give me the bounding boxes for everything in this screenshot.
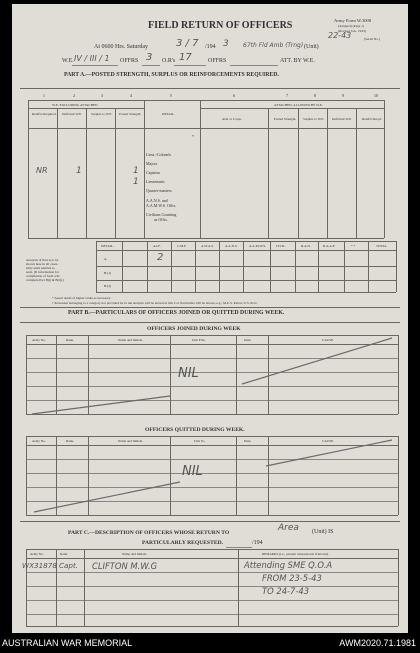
revised-label: (Revised Jan., 1943) bbox=[338, 29, 366, 33]
we-label: W.E. bbox=[62, 58, 74, 64]
officer-name: CLIFTON M.W.G bbox=[92, 561, 158, 571]
subheader-deficient: Deficient W.E. bbox=[62, 112, 83, 116]
at-line-prefix: At 0600 Hrs. Saturday bbox=[94, 44, 148, 50]
hw-nr: NR bbox=[36, 166, 48, 175]
att-label: ATT. BY W.E. bbox=[280, 58, 315, 64]
rank-asterisk: * bbox=[192, 134, 194, 139]
part-c-unit-label: (Unit) IS bbox=[312, 529, 334, 535]
part-a-title: PART A.—POSTED STRENGTH, SURPLUS OR REINFORCEMENTS REQUIRED. bbox=[64, 72, 279, 78]
year-label: /194 bbox=[205, 44, 216, 50]
form-page: FIELD RETURN OF OFFICERS Army Form W.3008 (Adapted) (Page 1) (Revised Jan., 1943) (Serial No.) 22-43 At 0600 Hrs. Saturday 3 / 7 /194 3 67th Fld Amb (Trng) (Unit) W.E. IV / III / 1 OFFRS 3 O.R's 17 OFFRS ATT. BY W.E. PART A.—POSTED STRENGTH, SURPLUS OR REINFORCEMENTS REQUIRED. 1 2 3 4 5 6 7 8 9 10 W.E. EXCLUDING ATTACHED ATTACHED, ALLOWED BY W.E. DETAIL. Reinf'ts Required. Deficient W.E. Surplus to W.E. Posted Strength. Arm or Corps. Posted Strength. Surplus to W.E. Deficient W.E. Reinf'ts Req'd. Lieut.-Colonels Majors Captains Lieutenants Quarter-masters A.A.N.S. and A.A.M.W.S. Offrs. Civilians Counting as Offrs. * NR 1 1 1 Analysis of Part A to be shown here in all cases. Only units entitled to such. (If information for compilation of form will complete Part B(i) & B(ii).) DETAIL. A.I.F. C.M.F. A.W.A.S. A.A.N.S. A.A.M.W.S. CIVIL. R.A.N. R.A.A.F. * * TOTAL. A. B.(1) B.(2) 2 * Assert detail of higher ranks as necessary. † Personnel belonging to a category not provided for in the analysis will be shown in this Col. Particulars will be shown, e.g., M.U.S. Patrol, U.S. Prov. PART B.—PARTICULARS OF OFFICERS JOINED OR QUITTED DURING WEEK. OFFICERS JOINED DURING WEEK Army No. Rank. Name and Initials. Unit Frm. Date. CAUSE. NIL OFFICERS QUITTED DURING WEEK. Army No. Rank. Name and Initials. Unit To. Date. CAUSE. NIL PART C.—DESCRIPTION OF OFFICERS WHOSE RETURN TO Area (Unit) IS PARTICULARLY REQUESTED. /194 Army No. Rank. Name and Initials. REMARKS (i.e., present whereabouts if known). WX31878 Capt. CLIFTON M.W.G Attending SME Q.O.A FROM 23-5-43 TO 24-7-43 bbox=[12, 4, 408, 633]
cancel-strokes bbox=[12, 4, 408, 633]
remark-line-3: TO 24-7-43 bbox=[262, 586, 310, 596]
offrs-value: 3 bbox=[146, 52, 153, 63]
we-value: IV / III / 1 bbox=[74, 54, 110, 63]
quitted-nil: NIL bbox=[182, 464, 203, 479]
quitted-title: OFFICERS QUITTED DURING WEEK. bbox=[145, 427, 245, 433]
subheader-posted2: Posted Strength. bbox=[274, 117, 297, 121]
army-no: WX31878 bbox=[22, 561, 57, 570]
offrs-label: OFFRS bbox=[120, 58, 139, 64]
ors-value: 17 bbox=[179, 52, 192, 63]
footer-accession: AWM2020.71.1981 bbox=[339, 638, 416, 648]
part-c-requested: PARTICULARLY REQUESTED. bbox=[142, 540, 224, 546]
joined-nil: NIL bbox=[178, 366, 199, 381]
subheader-surplus2: Surplus to W.E. bbox=[303, 117, 325, 121]
hw-deficient: 1 bbox=[76, 166, 82, 176]
hw-posted-captains: 1 bbox=[133, 166, 139, 176]
adapted-label: (Adapted) (Page 1) bbox=[338, 24, 364, 28]
serial-no-label: (Serial No.) bbox=[364, 37, 381, 41]
remark-line-1: Attending SME Q.O.A bbox=[244, 560, 333, 570]
subheader-reinf: Reinf'ts Required. bbox=[32, 112, 57, 116]
offrs2-label: OFFRS bbox=[208, 58, 227, 64]
subheader-surplus: Surplus to W.E. bbox=[91, 112, 113, 116]
subheader-reinf2: Reinf'ts Req'd. bbox=[362, 117, 382, 121]
part-b-title: PART B.—PARTICULARS OF OFFICERS JOINED OR QUITTED DURING WEEK. bbox=[68, 310, 285, 316]
form-title: FIELD RETURN OF OFFICERS bbox=[148, 20, 293, 31]
remark-line-2: FROM 23-5-43 bbox=[262, 573, 322, 583]
part-c-unit-value: Area bbox=[278, 523, 299, 533]
unit-label: (Unit) bbox=[304, 44, 319, 50]
date-value: 3 / 7 bbox=[176, 38, 199, 49]
part-c-title: PART C.—DESCRIPTION OF OFFICERS WHOSE RETURN TO bbox=[68, 530, 230, 536]
attached-header: ATTACHED, ALLOWED BY W.E. bbox=[274, 103, 323, 107]
subheader-deficient2: Deficient W.E. bbox=[332, 117, 353, 121]
year-value: 3 bbox=[223, 39, 229, 49]
serial-no-value: 22-43 bbox=[328, 31, 352, 40]
we-excl-header: W.E. EXCLUDING ATTACHED bbox=[52, 103, 98, 107]
joined-title: OFFICERS JOINED DURING WEEK bbox=[147, 326, 241, 332]
unit-value: 67th Fld Amb (Trng) bbox=[243, 42, 304, 49]
part-c-date: /194 bbox=[252, 540, 263, 546]
subheader-posted: Posted Strength. bbox=[119, 112, 142, 116]
ors-label: O.R's bbox=[162, 58, 176, 64]
hw-posted-lieutenants: 1 bbox=[133, 177, 139, 187]
rank: Capt. bbox=[59, 561, 79, 570]
footnote-2: † Personnel belonging to a category not provided for in the analysis will be shown in this Col. Particulars will be shown, e.g., M.U.S. Patrol, U.S. Prov. bbox=[52, 301, 258, 305]
subheader-arm: Arm or Corps. bbox=[222, 117, 242, 121]
footnote-1: * Assert detail of higher ranks as necessary. bbox=[52, 296, 112, 300]
army-form-label: Army Form W.3008 bbox=[334, 18, 372, 23]
footer-credit: AUSTRALIAN WAR MEMORIAL bbox=[2, 638, 133, 648]
hw-aif-a: 2 bbox=[157, 252, 164, 263]
detail-header: DETAIL. bbox=[162, 112, 175, 116]
